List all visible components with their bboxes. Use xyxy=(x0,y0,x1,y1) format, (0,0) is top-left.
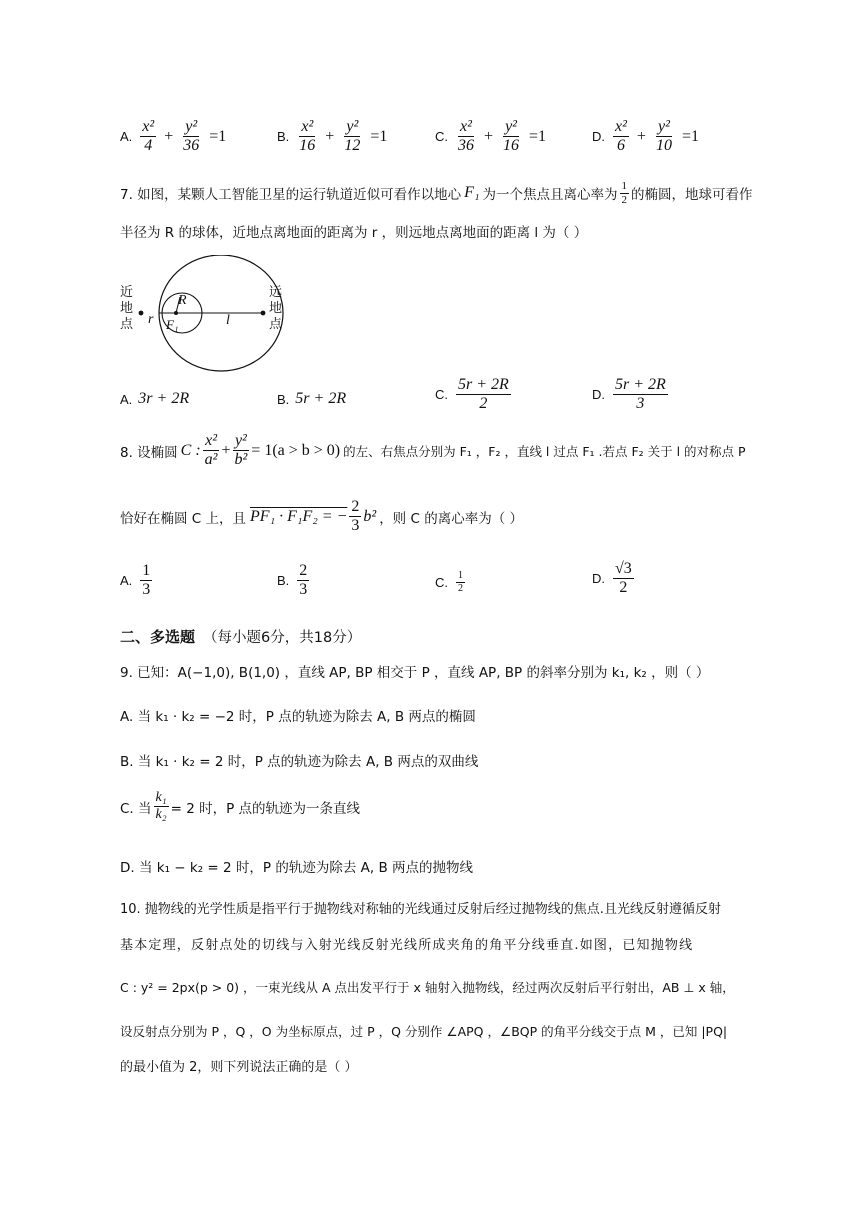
ellipse-condition: = 1(a > b > 0) xyxy=(251,441,341,459)
q10-line5: 的最小值为 2，则下列说法正确的是（ ） xyxy=(120,1060,358,1075)
q8-stem-line1: 8. 设椭圆 C : $\frac{\text{x²}}{\text{a²}}$ + $\frac{\text{y²}}{\text{b²}}$ = 1(a > b > 0) 的左、右焦点分别为 F₁ ，F₂ ，直线 l 过点 F₁ .若点 F₂ 关于 l 的对称点 P xyxy=(120,432,746,469)
q8-text: 8. 设椭圆 xyxy=(120,444,178,461)
equation-rhs: =1 xyxy=(209,127,227,145)
q7-text: 为一个焦点且离心率为 xyxy=(482,187,618,204)
fraction-denominator: 3 xyxy=(299,581,308,599)
fraction-numerator: x² xyxy=(458,118,474,137)
fraction-denominator: 2 xyxy=(479,395,488,413)
fraction-denominator: 10 xyxy=(655,137,672,155)
q7-option-c[interactable] xyxy=(435,376,513,414)
fraction-numerator: 1 xyxy=(458,570,463,581)
q7-text: 7. 如图，某颗人工智能卫星的运行轨道近似可看作以地心 xyxy=(120,187,462,204)
option-label: C. xyxy=(435,129,448,145)
fraction-numerator: k₁ xyxy=(154,790,169,807)
fraction-numerator: x² xyxy=(299,118,315,137)
fraction-denominator: 36 xyxy=(458,137,474,155)
F1-label: F₁ xyxy=(166,317,179,332)
q7-option-a[interactable] xyxy=(120,390,189,408)
fraction-denominator: 6 xyxy=(616,137,625,155)
fraction-denominator: 2 xyxy=(458,582,463,594)
fraction-denominator: k₂ xyxy=(155,807,167,823)
option-label: D. xyxy=(592,571,605,587)
ellipse-name: C : xyxy=(180,441,201,459)
q8-option-a[interactable] xyxy=(120,562,154,600)
option-expression: 3r + 2R xyxy=(138,390,190,407)
fraction-denominator: 36 xyxy=(183,137,200,155)
fraction-denominator: a² xyxy=(204,451,218,469)
fraction-numerator: √3 xyxy=(613,560,634,579)
option-label: C. xyxy=(435,574,448,590)
q8-option-b[interactable] xyxy=(277,562,311,600)
q8-option-c[interactable] xyxy=(435,570,467,594)
fraction-numerator: x² xyxy=(613,118,629,137)
q9-option-a[interactable]: A. 当 k₁ · k₂ = −2 时，P 点的轨迹为除去 A, B 两点的椭圆 xyxy=(120,709,476,725)
focus-label: F₁ xyxy=(464,184,480,202)
fraction-denominator: 3 xyxy=(142,581,151,599)
equation-rhs: =1 xyxy=(529,127,547,145)
R-label: R xyxy=(178,293,187,308)
option-label: C. xyxy=(435,387,448,403)
fraction-denominator: 12 xyxy=(344,137,361,155)
far-point-label: 远 地 点 xyxy=(269,285,283,332)
q7-option-b[interactable] xyxy=(277,390,346,408)
fraction-numerator: y² xyxy=(656,118,672,137)
option-label: B. xyxy=(277,573,290,589)
q9-option-c[interactable] xyxy=(120,790,360,823)
option-label: A. xyxy=(120,129,133,145)
q6-option-b[interactable]: B. $\frac{\text{x²}}{16}$ + $\frac{\text{y²}}{12}$ =1 xyxy=(277,118,388,155)
q10-line1: 10. 抛物线的光学性质是指平行于抛物线对称轴的光线通过反射后经过抛物线的焦点.且光线反射遵循反射 xyxy=(120,902,721,917)
q6-option-d[interactable]: D. $\frac{\text{x²}}{6}$ + $\frac{\text{y²}}{10}$ =1 xyxy=(592,118,699,155)
q7-stem-line1 xyxy=(120,180,753,206)
fraction-numerator: 5r + 2R xyxy=(613,376,668,395)
fraction-denominator: 2 xyxy=(621,193,628,206)
q7-option-d[interactable] xyxy=(592,376,670,414)
q8-text: ，则 C 的离心率为（ ） xyxy=(379,510,523,527)
option-label: B. xyxy=(277,391,290,407)
r-label: r xyxy=(148,312,154,327)
q8-text: 的左、右焦点分别为 F₁ ，F₂ ，直线 l 过点 F₁ .若点 F₂ 关于 l 的对称点 P xyxy=(343,443,746,459)
apogee-point xyxy=(261,311,266,316)
fraction-numerator: y² xyxy=(233,432,249,451)
fraction-numerator: 5r + 2R xyxy=(456,376,511,395)
option-text: C. 当 xyxy=(120,800,152,817)
fraction-numerator: 1 xyxy=(621,180,628,192)
fraction-denominator: 2 xyxy=(619,579,628,597)
q9-option-d[interactable]: D. 当 k₁ − k₂ = 2 时，P 的轨迹为除去 A, B 两点的抛物线 xyxy=(120,860,473,876)
q8-stem-line2 xyxy=(120,498,523,536)
q6-options xyxy=(0,118,868,166)
fraction-denominator: 16 xyxy=(503,137,520,155)
option-label: A. xyxy=(120,573,133,589)
option-label: D. xyxy=(592,129,605,145)
fraction-numerator: y² xyxy=(183,118,199,137)
fraction-numerator: 1 xyxy=(140,562,152,581)
fraction-denominator: 4 xyxy=(144,137,153,155)
near-point-label: 近 地 点 xyxy=(120,285,134,332)
equation-rhs: =1 xyxy=(681,127,699,145)
q7-text: 的椭圆，地球可看作 xyxy=(631,187,753,204)
q8-text: 恰好在椭圆 C 上，且 xyxy=(120,510,247,527)
fraction-denominator: 16 xyxy=(299,137,316,155)
fraction-numerator: x² xyxy=(203,432,219,451)
q10-line4: 设反射点分别为 P ，Q ，O 为坐标原点，过 P ，Q 分别作 ∠APQ ，∠BQP 的角平分线交于点 M ，已知 |PQ| xyxy=(120,1024,728,1039)
equation-rhs: =1 xyxy=(370,127,388,145)
q9-option-b[interactable]: B. 当 k₁ · k₂ = 2 时，P 点的轨迹为除去 A, B 两点的双曲线 xyxy=(120,754,479,770)
option-label: D. xyxy=(592,387,605,403)
l-label: l xyxy=(226,313,230,328)
option-text: = 2 时，P 点的轨迹为一条直线 xyxy=(170,800,361,817)
b-squared: b² xyxy=(363,507,377,525)
q7-stem-line2: 半径为 R 的球体，近地点离地面的距离为 r ，则远地点离地面的距离 l 为（ ） xyxy=(120,225,588,241)
q10-line3: C : y² = 2px(p > 0) ，一束光线从 A 点出发平行于 x 轴射入抛物线，经过两次反射后平行射出，AB ⊥ x 轴， xyxy=(120,980,735,995)
fraction-numerator: y² xyxy=(344,118,360,137)
perigee-point xyxy=(139,311,144,316)
q9-stem: 9. 已知：A(−1,0), B(1,0) ，直线 AP, BP 相交于 P ，直线 AP, BP 的斜率分别为 k₁, k₂ ，则（ ） xyxy=(120,665,710,681)
option-expression: 5r + 2R xyxy=(295,390,347,407)
option-label: A. xyxy=(120,391,133,407)
section-note: （每小题6分，共18分） xyxy=(203,630,362,646)
option-label: B. xyxy=(277,129,290,145)
fraction-numerator: 2 xyxy=(349,498,361,517)
q10-line2: 基本定理，反射点处的切线与入射光线反射光线所成夹角的角平分线垂直.如图，已知抛物线 xyxy=(120,938,694,953)
fraction-denominator: 3 xyxy=(351,517,360,535)
fraction-denominator: 3 xyxy=(636,395,645,413)
q6-option-c[interactable]: C. $\frac{\text{x²}}{36}$ + $\frac{\text{y²}}{16}$ =1 xyxy=(435,118,547,155)
fraction-numerator: 2 xyxy=(297,562,309,581)
q8-option-d[interactable] xyxy=(592,560,636,598)
fraction-numerator: y² xyxy=(503,118,519,137)
fraction-denominator: b² xyxy=(234,451,248,469)
fraction-numerator: x² xyxy=(140,118,156,137)
q7-orbit-figure xyxy=(118,255,298,375)
vector-expression: PF₁ · F₁F₂ = − xyxy=(250,507,348,525)
section-heading xyxy=(120,626,361,647)
section-title: 二、多选题 xyxy=(120,628,196,646)
q6-option-a[interactable]: A. $\frac{\text{x²}}{4}$ + $\frac{\text{y²}}{36}$ =1 xyxy=(120,118,227,155)
